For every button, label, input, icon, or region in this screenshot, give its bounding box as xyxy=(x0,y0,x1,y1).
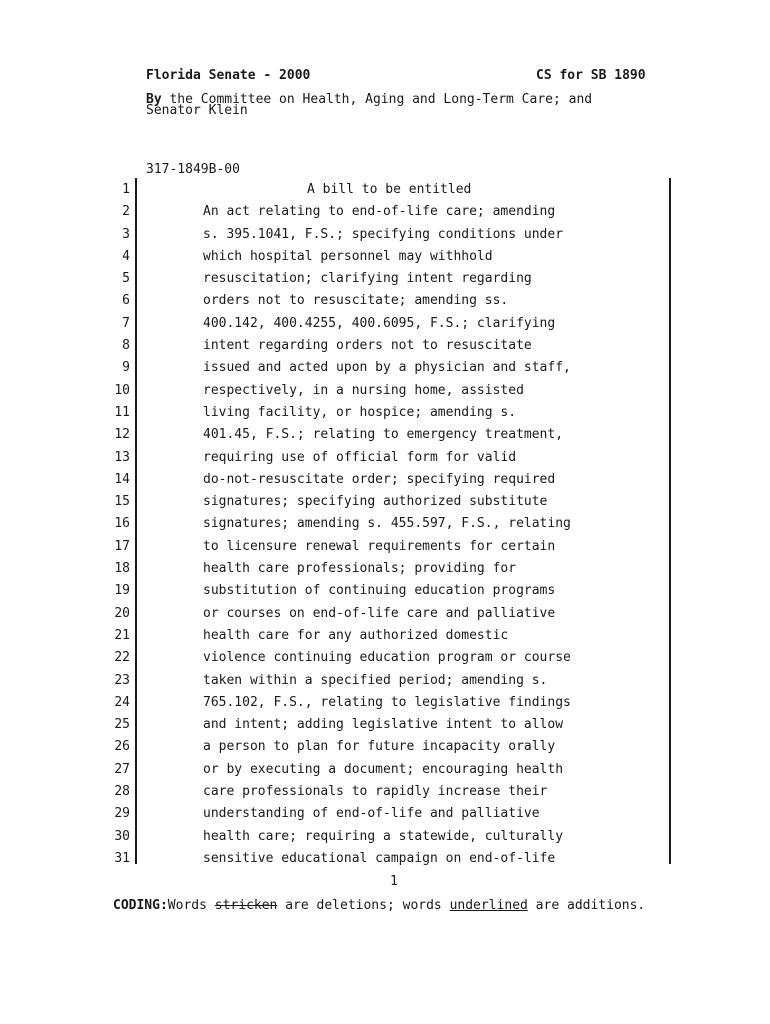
line-text: resuscitation; clarifying intent regarding xyxy=(203,271,532,287)
bill-line xyxy=(0,781,770,803)
bill-line xyxy=(0,357,770,379)
line-number: 4 xyxy=(122,248,130,264)
bill-line xyxy=(0,759,770,781)
line-number: 24 xyxy=(114,694,130,710)
bill-line xyxy=(0,513,770,535)
bill-line xyxy=(0,469,770,491)
bill-line xyxy=(0,424,770,446)
line-number: 7 xyxy=(122,315,130,331)
bill-line xyxy=(0,826,770,848)
line-text: health care professionals; providing for xyxy=(203,561,517,577)
line-text: respectively, in a nursing home, assisted xyxy=(203,382,524,398)
line-number: 15 xyxy=(114,494,130,510)
line-text: signatures; amending s. 455.597, F.S., relating xyxy=(203,516,571,532)
line-number: 21 xyxy=(114,627,130,643)
bill-line xyxy=(0,224,770,246)
bill-line xyxy=(0,714,770,736)
line-number: 18 xyxy=(114,561,130,577)
coding-text-1: Words xyxy=(167,898,215,913)
line-text: s. 395.1041, F.S.; specifying conditions under xyxy=(203,226,564,242)
sponsor-block xyxy=(146,94,666,116)
line-text: and intent; adding legislative intent to allow xyxy=(203,717,564,733)
coding-text-3: are additions. xyxy=(527,898,646,913)
line-text: a person to plan for future incapacity orally xyxy=(203,739,556,755)
bill-line xyxy=(0,625,770,647)
line-text: living facility, or hospice; amending s. xyxy=(203,404,517,420)
document-number: 317-1849B-00 xyxy=(146,162,240,177)
line-number: 17 xyxy=(114,538,130,554)
bill-line xyxy=(0,848,770,870)
coding-legend xyxy=(113,898,645,913)
bill-line xyxy=(0,201,770,223)
line-text: An act relating to end-of-life care; amending xyxy=(203,204,556,220)
bill-line xyxy=(0,179,770,201)
line-text: 400.142, 400.4255, 400.6095, F.S.; clarifying xyxy=(203,315,556,331)
line-number: 14 xyxy=(114,471,130,487)
coding-label: CODING: xyxy=(113,898,168,913)
line-text: sensitive educational campaign on end-of-life xyxy=(203,850,556,866)
bill-title: A bill to be entitled xyxy=(307,182,472,197)
bill-line xyxy=(0,603,770,625)
line-text: signatures; specifying authorized substitute xyxy=(203,494,548,510)
line-text: 401.45, F.S.; relating to emergency treatment, xyxy=(203,427,564,443)
bill-line xyxy=(0,402,770,424)
line-number: 19 xyxy=(114,583,130,599)
line-text: which hospital personnel may withhold xyxy=(203,248,493,264)
header-chamber-year: Florida Senate - 2000 xyxy=(146,68,311,83)
bill-line xyxy=(0,380,770,402)
line-number: 31 xyxy=(114,850,130,866)
line-text: understanding of end-of-life and palliative xyxy=(203,806,540,822)
line-text: violence continuing education program or course xyxy=(203,650,571,666)
line-text: do-not-resuscitate order; specifying required xyxy=(203,471,556,487)
line-text: health care for any authorized domestic xyxy=(203,627,509,643)
bill-line xyxy=(0,290,770,312)
bill-line xyxy=(0,491,770,513)
line-number: 30 xyxy=(114,828,130,844)
bill-line xyxy=(0,580,770,602)
line-text: care professionals to rapidly increase their xyxy=(203,784,548,800)
line-number: 23 xyxy=(114,672,130,688)
line-text: issued and acted upon by a physician and staff, xyxy=(203,360,571,376)
line-text: or courses on end-of-life care and palliative xyxy=(203,605,556,621)
line-number: 20 xyxy=(114,605,130,621)
line-number: 27 xyxy=(114,761,130,777)
bill-line xyxy=(0,313,770,335)
header-bill-number: CS for SB 1890 xyxy=(536,68,646,83)
line-number: 25 xyxy=(114,717,130,733)
line-number: 26 xyxy=(114,739,130,755)
sponsor-by-label: By xyxy=(146,92,162,107)
bill-line xyxy=(0,736,770,758)
line-text: taken within a specified period; amending s. xyxy=(203,672,548,688)
line-number: 5 xyxy=(122,271,130,287)
bill-line xyxy=(0,670,770,692)
bill-line xyxy=(0,447,770,469)
bill-line xyxy=(0,692,770,714)
line-text: intent regarding orders not to resuscitate xyxy=(203,338,532,354)
line-number: 11 xyxy=(114,404,130,420)
line-number: 16 xyxy=(114,516,130,532)
bill-line xyxy=(0,268,770,290)
sponsor-line-2: Senator Klein xyxy=(146,103,248,118)
line-number: 13 xyxy=(114,449,130,465)
coding-underlined-example: underlined xyxy=(449,898,528,913)
line-number: 2 xyxy=(122,204,130,220)
bill-line xyxy=(0,647,770,669)
bill-line xyxy=(0,536,770,558)
line-text: health care; requiring a statewide, culturally xyxy=(203,828,564,844)
bill-line xyxy=(0,803,770,825)
line-number: 28 xyxy=(114,784,130,800)
line-number: 10 xyxy=(114,382,130,398)
line-number: 6 xyxy=(122,293,130,309)
bill-line xyxy=(0,335,770,357)
line-number: 8 xyxy=(122,338,130,354)
line-number: 29 xyxy=(114,806,130,822)
line-text: orders not to resuscitate; amending ss. xyxy=(203,293,509,309)
line-number: 12 xyxy=(114,427,130,443)
page-number: 1 xyxy=(390,874,398,889)
coding-text-2: are deletions; words xyxy=(277,898,450,913)
line-text: substitution of continuing education programs xyxy=(203,583,556,599)
bill-line xyxy=(0,558,770,580)
line-number: 3 xyxy=(122,226,130,242)
line-text: requiring use of official form for valid xyxy=(203,449,517,465)
bill-text-lines xyxy=(0,179,770,870)
line-text: or by executing a document; encouraging health xyxy=(203,761,564,777)
bill-line xyxy=(0,246,770,268)
line-number: 1 xyxy=(122,182,130,197)
line-number: 22 xyxy=(114,650,130,666)
line-number: 9 xyxy=(122,360,130,376)
line-text: to licensure renewal requirements for certain xyxy=(203,538,556,554)
coding-stricken-example: stricken xyxy=(214,898,278,913)
line-text: 765.102, F.S., relating to legislative findings xyxy=(203,694,571,710)
sponsor-committee: the Committee on Health, Aging and Long-Term Care; and xyxy=(161,92,593,107)
